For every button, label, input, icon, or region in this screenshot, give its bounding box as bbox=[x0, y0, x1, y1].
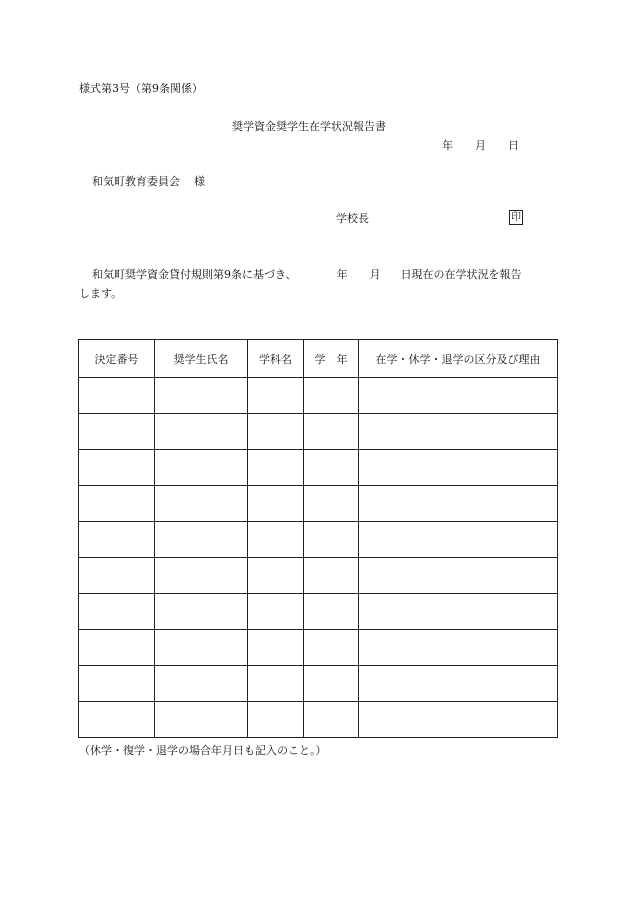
status-reason-cell[interactable] bbox=[359, 378, 558, 414]
student-name-cell[interactable] bbox=[155, 558, 248, 594]
grade-cell[interactable] bbox=[304, 414, 359, 450]
decision-number-cell[interactable] bbox=[79, 486, 155, 522]
report-date bbox=[442, 140, 519, 151]
table-row bbox=[79, 486, 558, 522]
status-reason-cell[interactable] bbox=[359, 666, 558, 702]
decision-number-cell[interactable] bbox=[79, 666, 155, 702]
department-cell[interactable] bbox=[248, 486, 304, 522]
decision-number-cell[interactable] bbox=[79, 378, 155, 414]
grade-cell[interactable] bbox=[304, 450, 359, 486]
department-cell[interactable] bbox=[248, 702, 304, 738]
department-cell[interactable] bbox=[248, 522, 304, 558]
grade-cell[interactable] bbox=[304, 594, 359, 630]
table-row bbox=[79, 558, 558, 594]
department-cell[interactable] bbox=[248, 414, 304, 450]
addressee bbox=[92, 176, 205, 187]
table-row bbox=[79, 702, 558, 738]
footnote: （休学・復学・退学の場合年月日も記入のこと。） bbox=[79, 744, 327, 757]
status-reason-cell[interactable] bbox=[359, 486, 558, 522]
header-grade: 学 年 bbox=[304, 340, 359, 378]
department-cell[interactable] bbox=[248, 594, 304, 630]
decision-number-cell[interactable] bbox=[79, 450, 155, 486]
grade-cell[interactable] bbox=[304, 702, 359, 738]
addressee-suffix: 様 bbox=[194, 175, 205, 188]
department-cell[interactable] bbox=[248, 450, 304, 486]
document-title: 奨学資金奨学生在学状況報告書 bbox=[232, 120, 386, 133]
status-reason-cell[interactable] bbox=[359, 630, 558, 666]
decision-number-cell[interactable] bbox=[79, 630, 155, 666]
decision-number-cell[interactable] bbox=[79, 594, 155, 630]
student-name-cell[interactable] bbox=[155, 486, 248, 522]
date-year-label: 年 bbox=[442, 139, 453, 152]
decision-number-cell[interactable] bbox=[79, 414, 155, 450]
student-name-cell[interactable] bbox=[155, 666, 248, 702]
table-row bbox=[79, 450, 558, 486]
decision-number-cell[interactable] bbox=[79, 558, 155, 594]
table-row bbox=[79, 378, 558, 414]
body-prefix: 和気町奨学資金貸付規則第9条に基づき、 bbox=[92, 268, 297, 281]
table-row bbox=[79, 666, 558, 702]
header-department: 学科名 bbox=[248, 340, 304, 378]
table-header-row bbox=[79, 340, 558, 378]
header-status-reason: 在学・休学・退学の区分及び理由 bbox=[359, 340, 558, 378]
decision-number-cell[interactable] bbox=[79, 702, 155, 738]
student-name-cell[interactable] bbox=[155, 630, 248, 666]
department-cell[interactable] bbox=[248, 378, 304, 414]
student-name-cell[interactable] bbox=[155, 450, 248, 486]
student-name-cell[interactable] bbox=[155, 702, 248, 738]
status-reason-cell[interactable] bbox=[359, 594, 558, 630]
grade-cell[interactable] bbox=[304, 522, 359, 558]
principal-label: 学校長 bbox=[336, 212, 369, 225]
header-student-name: 奨学生氏名 bbox=[155, 340, 248, 378]
status-reason-cell[interactable] bbox=[359, 450, 558, 486]
status-reason-cell[interactable] bbox=[359, 522, 558, 558]
student-name-cell[interactable] bbox=[155, 594, 248, 630]
table-row bbox=[79, 594, 558, 630]
department-cell[interactable] bbox=[248, 630, 304, 666]
body-month-label: 月 bbox=[369, 268, 381, 281]
student-name-cell[interactable] bbox=[155, 522, 248, 558]
status-reason-cell[interactable] bbox=[359, 558, 558, 594]
student-name-cell[interactable] bbox=[155, 414, 248, 450]
grade-cell[interactable] bbox=[304, 378, 359, 414]
status-reason-cell[interactable] bbox=[359, 702, 558, 738]
table-row bbox=[79, 630, 558, 666]
grade-cell[interactable] bbox=[304, 666, 359, 702]
date-month-label: 月 bbox=[475, 139, 486, 152]
decision-number-cell[interactable] bbox=[79, 522, 155, 558]
body-text-line-1 bbox=[92, 269, 522, 280]
date-day-label: 日 bbox=[508, 139, 519, 152]
student-name-cell[interactable] bbox=[155, 378, 248, 414]
seal-mark: 印 bbox=[511, 212, 521, 223]
header-decision-number: 決定番号 bbox=[79, 340, 155, 378]
department-cell[interactable] bbox=[248, 558, 304, 594]
body-suffix: 日現在の在学状況を報告 bbox=[400, 268, 522, 281]
grade-cell[interactable] bbox=[304, 630, 359, 666]
status-report-table bbox=[78, 339, 558, 738]
grade-cell[interactable] bbox=[304, 558, 359, 594]
table-row bbox=[79, 522, 558, 558]
table-row bbox=[79, 414, 558, 450]
department-cell[interactable] bbox=[248, 666, 304, 702]
grade-cell[interactable] bbox=[304, 486, 359, 522]
addressee-name: 和気町教育委員会 bbox=[92, 175, 180, 188]
body-text-line-2: します。 bbox=[79, 287, 123, 300]
status-reason-cell[interactable] bbox=[359, 414, 558, 450]
form-number: 様式第3号（第9条関係） bbox=[79, 82, 203, 95]
body-year-label: 年 bbox=[336, 268, 348, 281]
